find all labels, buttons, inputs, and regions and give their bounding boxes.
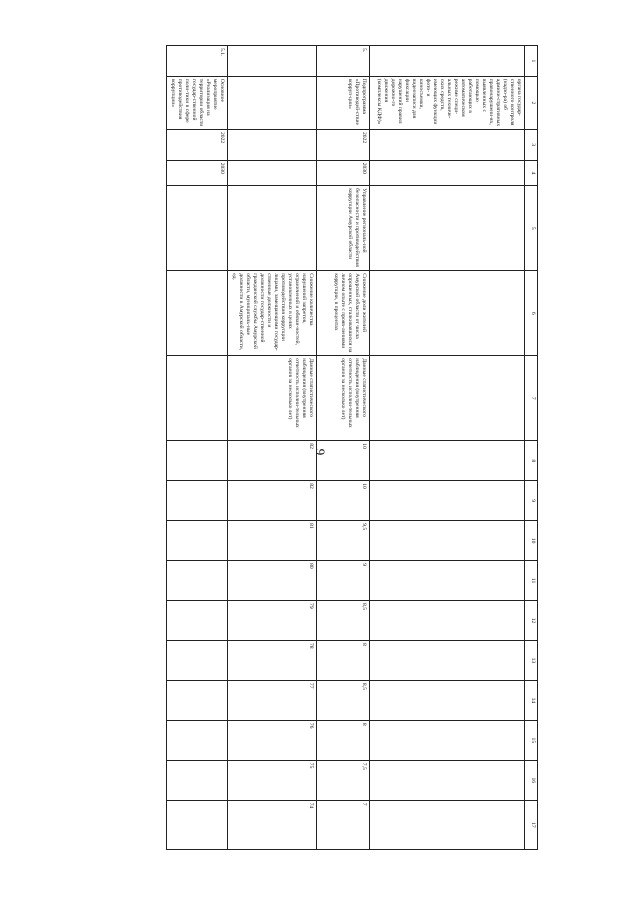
column-number-8: 8 (525, 441, 538, 481)
table-cell: 74 (228, 800, 317, 849)
table-cell: 81 (228, 521, 317, 561)
table-cell (370, 441, 525, 481)
column-number-13: 13 (525, 640, 538, 680)
table-cell: Снижение доли жителей Амурской области от числа опрошенных, сталкивавшихся на личном опыте с прояв-лениями коррупции, в процентах (317, 271, 370, 356)
table-cell: 2030 (317, 160, 370, 186)
table-cell: 5.1. (167, 46, 228, 77)
table-cell: 76 (228, 720, 317, 760)
table-cell: 9,5 (317, 521, 370, 561)
table-cell: 75 (228, 760, 317, 800)
table-cell: 80 (228, 561, 317, 601)
table-cell (370, 160, 525, 186)
table-cell (370, 640, 525, 680)
column-number-9: 9 (525, 481, 538, 521)
table-cell: Данные статистического наблюдения (внутренняя отчетность исполни-тельных органов за несколько лет) (228, 356, 317, 441)
table-cell (370, 129, 525, 160)
column-number-14: 14 (525, 680, 538, 720)
table-cell: Данные статистического наблюдения (внутренняя отчетность исполни-тельных органов за несколько лет) (317, 356, 370, 441)
table-cell: 8 (317, 720, 370, 760)
column-number-1: 1 (525, 46, 538, 77)
table-cell: 2022 (167, 129, 228, 160)
table-cell: 8,5 (317, 680, 370, 720)
table-cell (370, 271, 525, 356)
table-cell: 2030 (167, 160, 228, 186)
table-row (317, 46, 370, 850)
table-cell: Управление региональ-ной безопасности и противодействия коррупции Амурской области (317, 186, 370, 271)
table-cell (167, 481, 228, 521)
table-cell (370, 680, 525, 720)
table-cell: 82 (228, 481, 317, 521)
table-cell: 79 (228, 601, 317, 641)
table-cell: 5. (317, 46, 370, 77)
table-cell (370, 521, 525, 561)
table-cell (370, 760, 525, 800)
column-number-2: 2 (525, 76, 538, 129)
page-number: 9 (313, 448, 328, 456)
table-cell (228, 129, 317, 160)
column-number-16: 16 (525, 760, 538, 800)
table-cell: Снижение количества нарушений запретов, ограничений и обязан-ностей, установленных в целях противодействия коррупции лицами, замещающими государ-ственные должности и должности государ-ственной гражданской службы Амурской области, муниципаль-ные должности в Амурской области, ед. (228, 271, 317, 356)
table-cell (228, 46, 317, 77)
column-number-17: 17 (525, 800, 538, 849)
table-cell: Основное мероприятие «Реализация на территории области государ-ственной поли-тики в сфере противодействия коррупции» (167, 76, 228, 129)
table-cell (370, 800, 525, 849)
rotated-table-wrapper (166, 45, 538, 850)
table-cell (167, 680, 228, 720)
table-cell (167, 760, 228, 800)
column-number-10: 10 (525, 521, 538, 561)
table-cell (167, 800, 228, 849)
column-number-3: 3 (525, 129, 538, 160)
column-number-7: 7 (525, 356, 538, 441)
table-cell (370, 601, 525, 641)
table-cell (167, 271, 228, 356)
table-cell (167, 601, 228, 641)
column-number-12: 12 (525, 601, 538, 641)
table-cell (370, 46, 525, 77)
table-cell (370, 720, 525, 760)
column-number-4: 4 (525, 160, 538, 186)
table-cell: 10 (317, 441, 370, 481)
table-cell (167, 640, 228, 680)
table-cell: 2022 (317, 129, 370, 160)
column-number-11: 11 (525, 561, 538, 601)
column-number-15: 15 (525, 720, 538, 760)
table-cell (167, 720, 228, 760)
table-cell: органа государ-ственного контроля (надзо-ра) об админи-стративных правонарушени-ях, выявленных с помощью работающих в автоматическом режиме специ-альных техниче-ских средств, имеющих функции фото- и киносъемки, видеозаписи для фиксации нарушений правил дорожно-го движения (комплексы КДФ)» (370, 76, 525, 129)
table-cell (167, 186, 228, 271)
table-cell: 8,5 (317, 601, 370, 641)
table-cell (370, 561, 525, 601)
table-cell (370, 186, 525, 271)
table-row (228, 46, 317, 850)
table-row (167, 46, 228, 850)
table-cell: 9 (317, 561, 370, 601)
table-cell: 7,5 (317, 760, 370, 800)
table-cell (167, 356, 228, 441)
table-cell (167, 561, 228, 601)
table-cell (370, 356, 525, 441)
column-number-6: 6 (525, 271, 538, 356)
table-cell: 77 (228, 680, 317, 720)
column-number-5: 5 (525, 186, 538, 271)
table-cell (370, 481, 525, 521)
table-cell: 8 (317, 640, 370, 680)
table-cell: 10 (317, 481, 370, 521)
table-cell: 7 (317, 800, 370, 849)
table-cell: 78 (228, 640, 317, 680)
table-cell (228, 76, 317, 129)
table-row (370, 46, 525, 850)
program-indicators-table (166, 45, 538, 850)
table-cell: Подпрограмма «Противодей-ствие корруп-ции» (317, 76, 370, 129)
column-number-row (525, 46, 538, 850)
table-cell (228, 160, 317, 186)
table-cell (167, 521, 228, 561)
table-cell (228, 186, 317, 271)
table-cell (167, 441, 228, 481)
table-cell: 82 (228, 441, 317, 481)
